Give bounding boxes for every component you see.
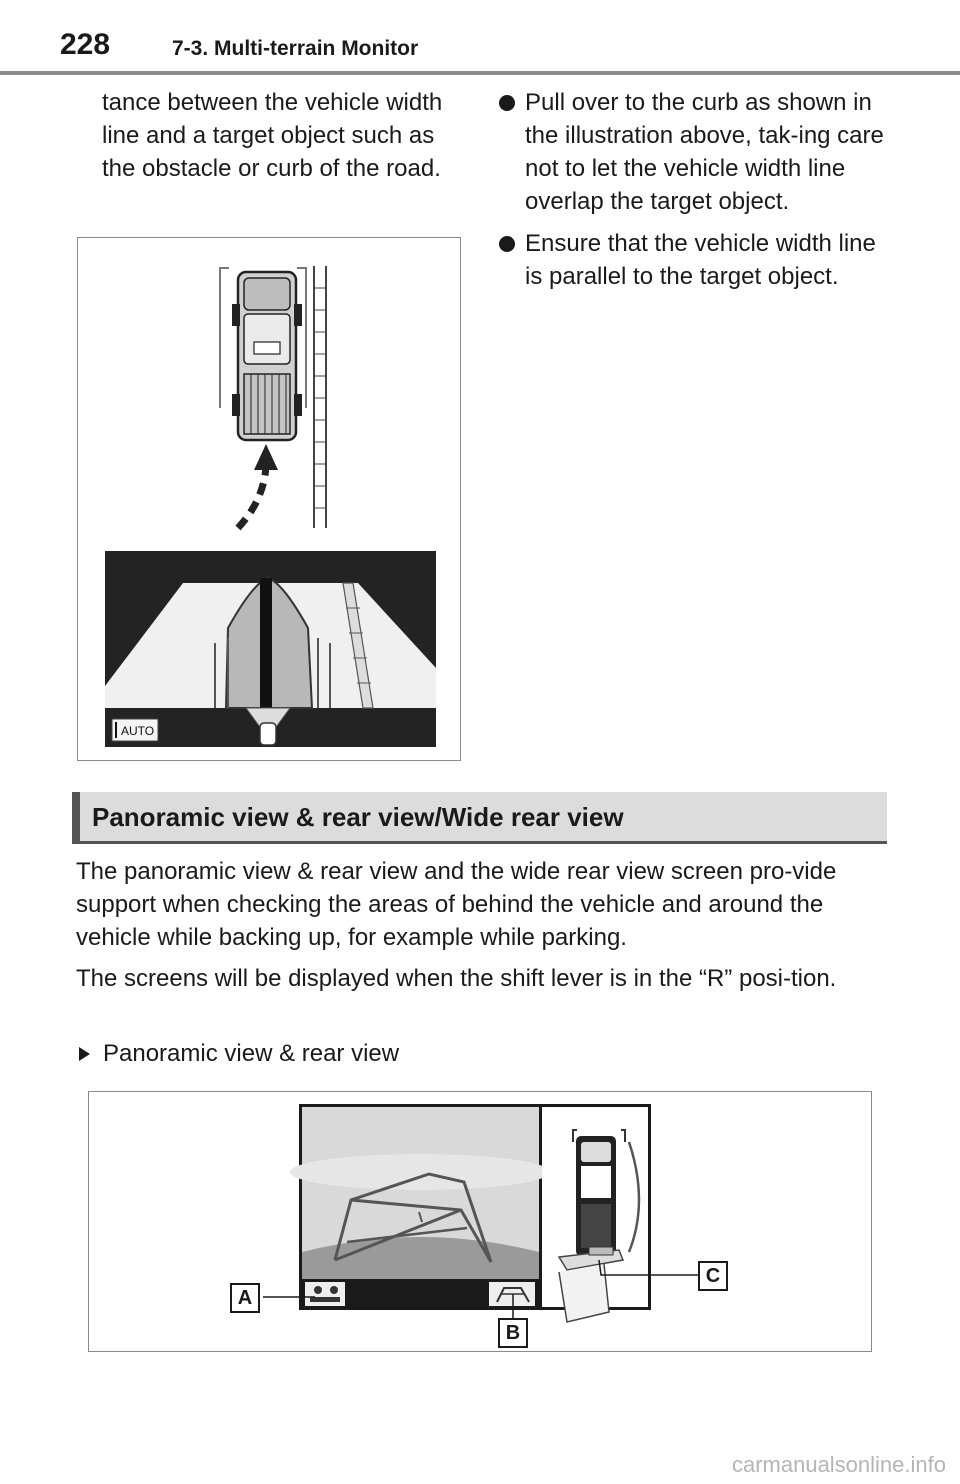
section-accent xyxy=(72,792,80,841)
curb-illustration xyxy=(77,237,461,761)
body-paragraph: The screens will be displayed when the shift lever is in the “R” posi-tion. xyxy=(76,965,837,992)
callout-label-a: A xyxy=(230,1283,260,1313)
body-paragraph: The panoramic view & rear view and the wide rear view screen pro-vide support when checking the areas of behind the vehicle and around the vehicle while backing up, for example while parking. xyxy=(76,858,837,951)
sub-heading-label: Panoramic view & rear view xyxy=(103,1040,400,1067)
bullet-text: Pull over to the curb as shown in the illustration above, tak-ing care not to let the vehicle width line overlap the target object. xyxy=(525,89,884,215)
path-arrow-icon xyxy=(238,444,278,528)
triangle-right-icon xyxy=(79,1047,90,1061)
auto-badge: AUTO xyxy=(121,724,155,738)
panoramic-view-illustration xyxy=(88,1091,872,1352)
bullet-list xyxy=(499,86,899,302)
page-header xyxy=(0,0,960,78)
bullet-dot-icon xyxy=(499,95,515,111)
panoramic-view-svg xyxy=(89,1092,873,1353)
callout-label-c: C xyxy=(698,1261,728,1291)
rear-camera-view xyxy=(290,1107,550,1309)
sub-heading-item xyxy=(76,1037,399,1070)
page-number: 228 xyxy=(60,28,111,61)
bullet-item xyxy=(499,86,899,218)
bullet-dot-icon xyxy=(499,236,515,252)
header-rule xyxy=(0,71,960,75)
callout-label-b: B xyxy=(498,1318,528,1348)
bullet-item xyxy=(499,227,899,293)
monitor-screen xyxy=(105,551,436,747)
section-heading-bar xyxy=(72,792,887,844)
panoramic-top-view xyxy=(542,1107,648,1322)
watermark: carmanualsonline.info xyxy=(731,1452,946,1477)
bullet-text: Ensure that the vehicle width line is parallel to the target object. xyxy=(525,230,876,290)
truck-top-view-icon xyxy=(220,268,306,440)
section-title: Panoramic view & rear view/Wide rear view xyxy=(92,802,624,832)
curb-icon xyxy=(314,266,326,528)
intro-paragraph: tance between the vehicle width line and a target object such as the obstacle or curb of the road. xyxy=(102,89,443,182)
curb-illustration-svg xyxy=(78,238,462,762)
chapter-title: 7-3. Multi-terrain Monitor xyxy=(172,37,419,60)
